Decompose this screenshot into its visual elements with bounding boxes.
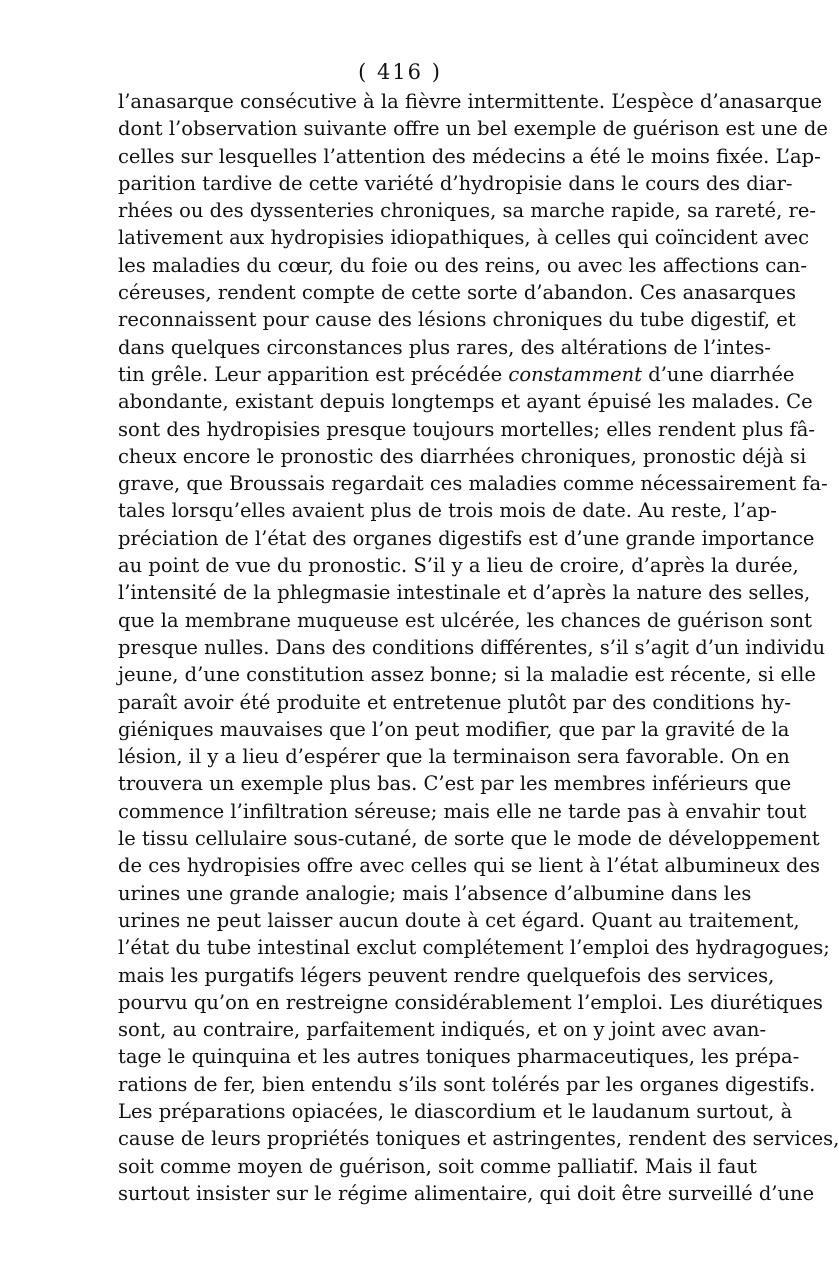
text-line: mais les purgatifs légers peuvent rendre quelquefois des services, [118, 963, 775, 987]
text-line: l’intensité de la phlegmasie intestinale et d’après la nature des selles, [118, 581, 811, 605]
text-line: tage le quinquina et les autres toniques pharmaceutiques, les prépa- [118, 1045, 800, 1069]
text-line: abondante, existant depuis longtemps et ayant épuisé les malades. Ce [118, 390, 813, 414]
text-line: céreuses, rendent compte de cette sorte d’abandon. Ces anasarques [118, 281, 796, 305]
text-line: urines une grande analogie; mais l’absence d’albumine dans les [118, 881, 752, 905]
text-line: surtout insister sur le régime alimentaire, qui doit être surveillé d’une [118, 1181, 815, 1205]
text-line: les maladies du cœur, du foie ou des reins, ou avec les affections can- [118, 253, 807, 277]
text-line-with-emphasis [118, 361, 795, 388]
text-line: reconnaissent pour cause des lésions chroniques du tube digestif, et [118, 308, 796, 332]
text-line: pourvu qu’on en restreigne considérablement l’emploi. Les diurétiques [118, 990, 823, 1014]
emphasized-word: constamment [508, 362, 643, 386]
text-line: Les préparations opiacées, le diascordium et le laudanum surtout, à [118, 1099, 793, 1123]
text-line: cheux encore le pronostic des diarrhées chroniques, pronostic déjà si [118, 444, 807, 468]
text-line: urines ne peut laisser aucun doute à cet égard. Quant au traitement, [118, 908, 800, 932]
text-line: au point de vue du pronostic. S’il y a lieu de croire, d’après la durée, [118, 554, 799, 578]
text-line: parition tardive de cette variété d’hydropisie dans le cours des diar- [118, 171, 793, 195]
text-line: paraît avoir été produite et entretenue plutôt par des conditions hy- [118, 690, 792, 714]
text-line: cause de leurs propriétés toniques et astringentes, rendent des services, [118, 1127, 839, 1151]
text-line: que la membrane muqueuse est ulcérée, les chances de guérison sont [118, 608, 812, 632]
text-line: commence l’infiltration séreuse; mais elle ne tarde pas à envahir tout [118, 799, 807, 823]
text-line: celles sur lesquelles l’attention des médecins a été le moins fixée. L’ap- [118, 144, 821, 168]
text-line: lativement aux hydropisies idiopathiques, à celles qui coïncident avec [118, 226, 810, 250]
text-line: dont l’observation suivante offre un bel exemple de guérison est une de [118, 117, 828, 141]
text-line: lésion, il y a lieu d’espérer que la terminaison sera favorable. On en [118, 745, 790, 769]
text-line: presque nulles. Dans des conditions différentes, s’il s’agit d’un individu [118, 635, 826, 659]
text-line: tales lorsqu’elles avaient plus de trois mois de date. Au reste, l’ap- [118, 499, 777, 523]
text-segment: d’une diarrhée [648, 362, 795, 386]
text-line: jeune, d’une constitution assez bonne; si la maladie est récente, si elle [118, 663, 816, 687]
text-line: trouvera un exemple plus bas. C’est par les membres inférieurs que [118, 772, 792, 796]
page-number: ( 416 ) [358, 60, 442, 84]
text-line: soit comme moyen de guérison, soit comme palliatif. Mais il faut [118, 1154, 757, 1178]
text-line: rhées ou des dyssenteries chroniques, sa marche rapide, sa rareté, re- [118, 199, 816, 223]
text-line: rations de fer, bien entendu s’ils sont tolérés par les organes digestifs. [118, 1072, 816, 1096]
text-line: préciation de l’état des organes digestifs est d’une grande importance [118, 526, 815, 550]
text-line: le tissu cellulaire sous-cutané, de sorte que le mode de développement [118, 827, 820, 851]
text-line: sont des hydropisies presque toujours mortelles; elles rendent plus fâ- [118, 417, 815, 441]
text-segment: tin grêle. Leur apparition est précédée [118, 362, 503, 386]
text-line: dans quelques circonstances plus rares, des altérations de l’intes- [118, 335, 771, 359]
text-line: l’anasarque consécutive à la fièvre intermittente. L’espèce d’anasarque [118, 90, 823, 113]
text-line: l’état du tube intestinal exclut complétement l’emploi des hydragogues; [118, 936, 830, 960]
body-text [118, 88, 839, 1207]
text-line: grave, que Broussais regardait ces maladies comme nécessairement fa- [118, 472, 828, 496]
text-line: sont, au contraire, parfaitement indiqués, et on y joint avec avan- [118, 1018, 767, 1042]
text-line: de ces hydropisies offre avec celles qui se lient à l’état albumineux des [118, 854, 820, 878]
text-line: giéniques mauvaises que l’on peut modifier, que par la gravité de la [118, 717, 790, 741]
